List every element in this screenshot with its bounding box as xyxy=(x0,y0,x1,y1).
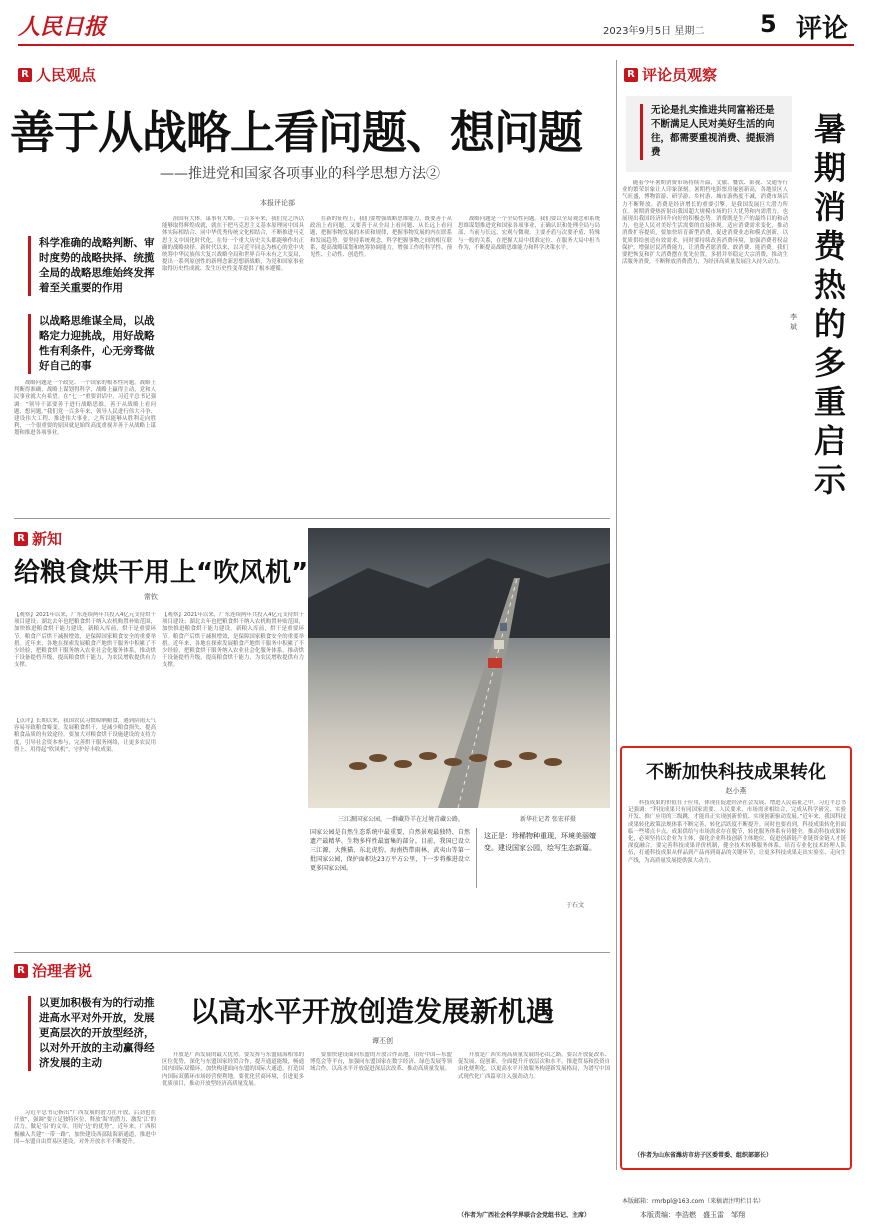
news-body: 【观察】2021年以来，广东连续两年共投入4亿元支持烘干项目建设；湖北去年也把粮食烘干纳入农机购置补贴范围，加快推进粮食烘干能力建设。新粮入库前，烘干是重要环节。粮食产后烘干减损增效，是保障国家粮食安全的重要举措。近年来，各地在探索发展粮食产地烘干服务中积累了不少经验，把粮食烘干服务纳入农业社会化服务体系，推动烘干设备提档升级，提高粮食烘干能力，为农民增收提供有力支撑。 xyxy=(14,612,156,669)
main-subtitle: ——推进党和国家各项事业的科学思想方法② xyxy=(160,166,440,182)
photo-poem: 这正是：珍稀物种重现，环境美丽嬗变。建设国家公园，绘写生态新篇。 xyxy=(484,832,596,852)
bottom-headline: 以高水平开放创造发展新机遇 xyxy=(190,995,555,1028)
section-r-icon: R xyxy=(18,68,32,82)
section-header-news: R 新知 xyxy=(14,528,62,549)
issue-date: 2023年9月5日 星期二 xyxy=(603,26,705,37)
photo-antelopes xyxy=(308,528,610,808)
page-number: 5 xyxy=(760,10,777,38)
main-body-col1: 战略问题是一个政党、一个国家的根本性问题。战略上判断得准确，战略上谋划得科学，战略上赢得主动，党和人民事业就大有希望。在“七一”重要讲话中，习近平总书记强调：“领导干部要善于进行战略思维，善于从战略上看问题、想问题。”我们党一百多年来，领导人民进行伟大斗争、建设伟大工程、推进伟大事业，之所以能够从胜利走向胜利，一个很重要的原因就是始终高度重视并善于从战略上谋划和推进各项事业。 xyxy=(14,380,156,437)
footer-editors: 本版责编：李浩燃 盛玉雷 邹翔 xyxy=(640,1211,745,1219)
photo-poem-author: 于石文 xyxy=(566,902,585,909)
bottom-body-col3: 要加快建设面向东盟的开放合作高地，用好中国—东盟博览会等平台，加强同东盟国家在数字经济、绿色发展等领域合作，以高水平开放促进深层次改革、推动高质量发展。 xyxy=(310,1052,452,1073)
divider-middle-bottom xyxy=(14,952,610,953)
right-body: 随着今年暑期消费市场持续升温，文旅、餐饮、影视、交通等行业的繁荣景象让人印象深刻。暑期档电影票房屡创新高，各地景区人气旺盛，博物馆游、研学游、乡村游、城市游热度不减，消费市场活力不断释放。消费是经济增长的重要引擎，是我国发展巨大潜力所在。暑期消费热折射出我国超大规模市场的巨大优势和内需潜力，也展现出我国经济回升向好的积极态势。消费既是生产的最终目的和动力，也是人民对美好生活需要的直接体现。适应消费需求变化，推动消费扩容提质，要加快培育新型消费，促进消费业态和模式创新，以优质供给创造有效需求。同时要持续改善消费环境，加强消费者权益保护，增强居民消费能力，让消费者愿消费、敢消费、能消费。我们要把恢复和扩大消费摆在优先位置，多措并举稳定大宗消费，推动生活服务消费，不断释放消费潜力，为经济高质量发展注入持久动力。 xyxy=(622,180,788,266)
poem-divider xyxy=(476,828,477,888)
main-headline: 善于从战略上看问题、想问题 xyxy=(10,106,583,159)
masthead xyxy=(18,8,854,44)
bottom-body-col4: 开放是广西实现高质量发展的必由之路。要以开放促改革、促发展、促创新，全面提升开放层次和水平，推进贸易和投资自由化便利化，以更高水平开放服务构建新发展格局，为谱写中国式现代化广西篇章注入强劲动力。 xyxy=(458,1052,610,1080)
highlight-body: 科技成果的价值在于应用，体现在促进经济社会发展、增进人民福祉之中。习近平总书记强调：“科技成果只有同国家需要、人民要求、市场需求相结合，完成从科学研究、实验开发、推广应用的三级跳，才能真正实现创新价值、实现创新驱动发展。”近年来，我国科技成果转化政策法规体系不断完善，转化活跃度不断提升。同时也要看到，科技成果转化仍面临一些堵点卡点，成果供给与市场需求存在脱节，转化服务体系有待健全。推动科技成果转化，必须坚持以企业为主体，强化企业科技创新主体地位，促进创新链产业链资金链人才链深度融合。要完善科技成果评价机制，健全技术转移服务体系，培育专业化技术经理人队伍，打通科技成果从样品到产品再到商品的关键环节，让更多科技成果走出实验室、走向生产线，为高质量发展提供强大动力。 xyxy=(628,800,846,864)
bottom-body-col2: 开放是广西发展的最大优势。要发挥与东盟陆海相邻的区位优势，深化与东盟国家经贸合作，提升通道能级，畅通国内国际双循环，加快构建面向东盟的国际大通道，打造国内国际双循环市场经营便利地。要优化营商环境，引进更多优质项目，推动开放型经济高质量发展。 xyxy=(162,1052,304,1087)
news-body-comment: 【点评】长期以来，我国农民习惯晾晒粮食，遇到阴雨天气容易导致粮食霉变。发展粮食烘干，是减少粮食损失、提高粮食品质的有效途径。要加大对粮食烘干设施建设的支持力度，引导社会资本参与，完善烘干服务网络，让更多农民用得上、用得起“吹风机”，守护好丰收成果。 xyxy=(14,718,156,753)
section-r-icon: R xyxy=(14,532,28,546)
news-headline: 给粮食烘干用上“吹风机” xyxy=(14,558,309,588)
bottom-note: （作者为广西社会科学界联合会党组书记、主席） xyxy=(458,1212,591,1219)
section-header-main: R 人民观点 xyxy=(18,64,96,85)
main-body-col4: 战略问题是一个全局性问题。我们要以全局观念和系统思维谋划推进党和国家各项事业，正确认识和处理全局与局部、当前与长远、宏观与微观、主要矛盾与次要矛盾、特殊与一般的关系，在把握大局中找准定位、在服务大局中担当作为，不断提高战略思维能力和科学决策水平。 xyxy=(458,216,600,251)
page-name: 评论 xyxy=(796,14,849,44)
section-r-icon: R xyxy=(624,68,638,82)
main-body-col3: 在新的征程上，我们要增强战略思维能力，既要善于从政治上看问题，又要善于从全局上看问题、从长远上看问题，把握事物发展的本质和规律，把握事物发展的内在联系和发展趋势。要坚持系统观念，科学把握事物之间的相互联系，提高战略谋划和统筹协调能力，增强工作的科学性、预见性、主动性、创造性。 xyxy=(310,216,452,259)
main-body-col2: 治国有大体，谋事有大略。一百多年来，我们党之所以能够取得辉煌成就，就在于把马克思主义基本原理同中国具体实际相结合、同中华优秀传统文化相结合，不断推进马克思主义中国化时代化，在每一个重大历史关头都能够作出正确的战略抉择。新时代以来，以习近平同志为核心的党中央统筹中华民族伟大复兴战略全局和世界百年未有之大变局，提出一系列原创性的新理念新思想新战略，为党和国家事业取得历史性成就、发生历史性变革提供了根本遵循。 xyxy=(162,216,304,273)
photo-commentary: 国家公园是自然生态系统中最重要、自然景观最独特、自然遗产最精华、生物多样性最富集的部分。目前，我国已设立三江源、大熊猫、东北虎豹、海南热带雨林、武夷山等第一批国家公园，保护面积达23万平方公里，下一步将推进设立更多国家公园。 xyxy=(310,829,470,872)
right-author: 李斌 xyxy=(790,313,797,331)
main-pullquote-2: 以战略思维谋全局，以战略定力迎挑战，用好战略性有利条件，心无旁骛做好自己的事 xyxy=(28,314,158,374)
highlight-headline: 不断加快科技成果转化 xyxy=(646,762,826,783)
highlight-author: 赵小燕 xyxy=(725,787,747,795)
divider-main-bottom xyxy=(14,518,610,519)
newspaper-logo: 人民日报 xyxy=(18,14,107,40)
footer-email: 本版邮箱：rmrbpl@163.com（来稿请注明栏目名） xyxy=(622,1198,765,1205)
photo-scene xyxy=(308,528,610,808)
news-body-col2: 【观察】2021年以来，广东连续两年共投入4亿元支持烘干项目建设；湖北去年也把粮食烘干纳入农机购置补贴范围，加快推进粮食烘干能力建设。新粮入库前，烘干是重要环节。粮食产后烘干减损增效，是保障国家粮食安全的重要举措。近年来，各地在探索发展粮食产地烘干服务中积累了不少经验，把粮食烘干服务纳入农业社会化服务体系，推动烘干设备提档升级，提高粮食烘干能力，为农民增收提供有力支撑。 xyxy=(162,612,304,669)
bottom-pullquote: 以更加积极有为的行动推进高水平对外开放，发展更高层次的开放型经济，以对外开放的主动赢得经济发展的主动 xyxy=(28,996,158,1071)
section-r-icon: R xyxy=(14,964,28,978)
divider-vertical-right xyxy=(616,60,617,1170)
photo-caption: 三江源国家公园，一群藏羚羊在过境青藏公路。 xyxy=(338,816,465,823)
main-pullquote-1: 科学准确的战略判断、审时度势的战略抉择、统揽全局的战略思维始终发挥着至关重要的作用 xyxy=(28,236,158,296)
masthead-rule xyxy=(18,44,854,46)
bottom-body-col1: 习近平总书记指出“广西发展的潜力在开放，后劲也在开放”，强调“要立足独特区位，释放‘海’的潜力，激发‘江’的活力，做足‘沿’的文章，用好‘边’的优势”。近年来，广西积极融入共建“一带一路”，加快建设西部陆海新通道，推进中国—东盟自由贸易区建设，对外开放水平不断提升。 xyxy=(14,1110,156,1145)
news-author: 常钦 xyxy=(144,593,158,601)
right-headline: 暑期消费热的多重启示 xyxy=(813,110,846,499)
highlight-note: （作者为山东省潍坊市坊子区委常委、组织部部长） xyxy=(634,1152,773,1159)
section-header-right: R 评论员观察 xyxy=(624,64,717,85)
bottom-author: 谭丕创 xyxy=(372,1037,393,1045)
photo-credit: 新华社记者 张宏祥摄 xyxy=(520,816,576,823)
right-pullquote: 无论是扎实推进共同富裕还是不断满足人民对美好生活的向往，都需要重视消费、提振消费 xyxy=(640,104,780,160)
main-byline: 本报评论部 xyxy=(260,199,295,207)
section-header-bottom: R 治理者说 xyxy=(14,960,92,981)
